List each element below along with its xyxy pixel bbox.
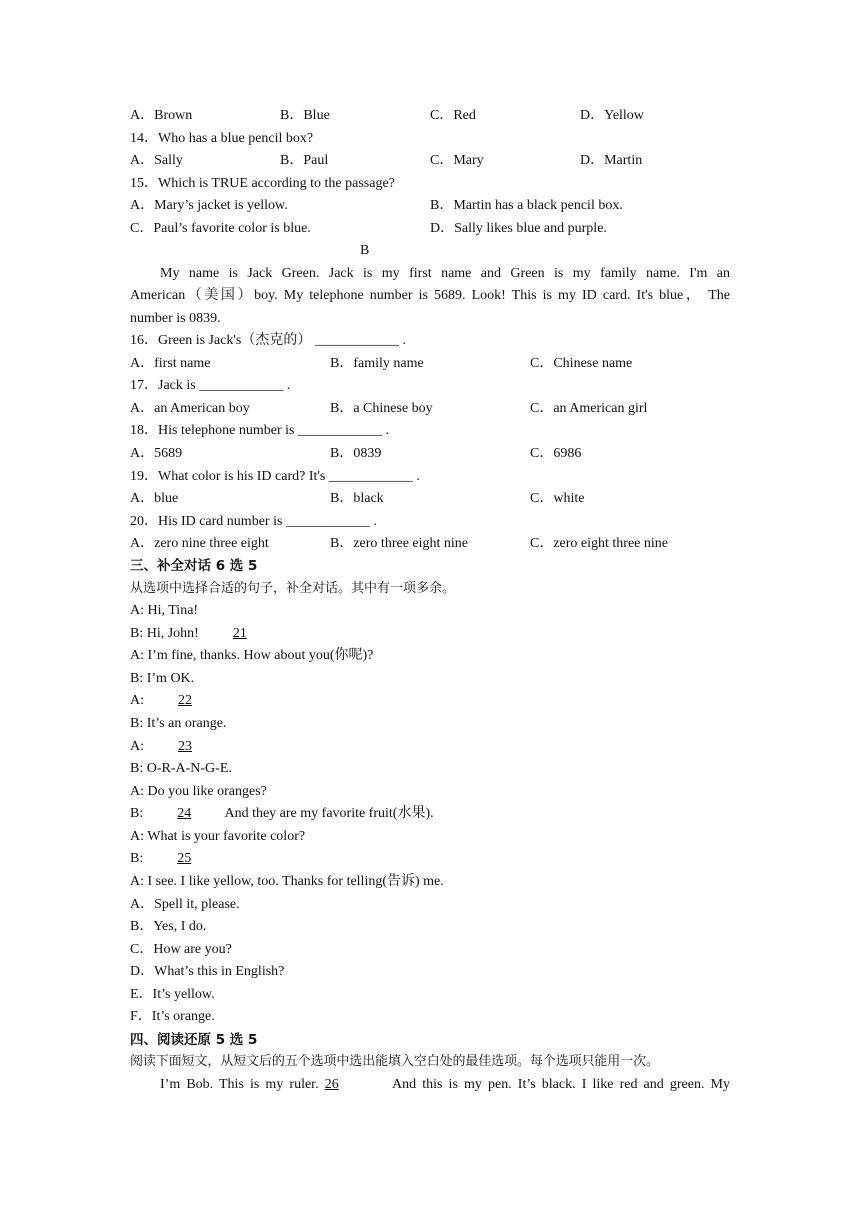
q14-option-c: C．Mary [430,153,484,168]
dialogue-line-10-tail: And they are my favorite fruit(水果). [221,806,434,821]
q18-question: 18．His telephone number is ____________ . [130,423,389,438]
q15-option-d: D．Sally likes blue and purple. [430,221,607,236]
q19-option-c: C．white [530,491,585,506]
dialogue-line-2 [130,623,730,645]
q13-options [130,105,730,127]
dialogue-line-12-text: B: [130,851,147,866]
dialogue-line-6: B: It’s an orange. [130,716,227,731]
q15-option-c: C．Paul’s favorite color is blue. [130,221,311,236]
q13-option-b: B．Blue [280,108,330,123]
q13-option-d: D．Yellow [580,108,644,123]
q20-option-c: C．zero eight three nine [530,536,669,551]
dialogue-line-8: B: O-R-A-N-G-E. [130,761,232,776]
dialogue-line-10-text: B: [130,806,147,821]
dialogue-line-4: B: I’m OK. [130,671,195,686]
dialogue-line-7-text: A: [130,739,148,754]
q19-option-a: A．blue [130,491,179,506]
q13-option-a: A．Brown [130,108,193,123]
section-4-instruction: 阅读下面短文，从短文后的五个选项中选出能填入空白处的最佳选项。每个选项只能用一次。 [130,1054,659,1069]
q14-option-a: A．Sally [130,153,183,168]
q17-question: 17．Jack is ____________ . [130,378,291,393]
q15-option-b: B．Martin has a black pencil box. [430,198,623,213]
q18-option-a: A．5689 [130,446,183,461]
dialogue-line-5-text: A: [130,693,148,708]
q17-options [130,398,730,420]
q14-options [130,150,730,172]
dialogue-line-9: A: Do you like oranges? [130,784,267,799]
section-3-option-c: C．How are you? [130,942,232,957]
q16-question: 16．Green is Jack's（杰克的） ____________ . [130,333,406,348]
dialogue-line-7 [130,736,730,758]
q15-options-row2 [130,218,730,240]
passage-b-line1: My name is Jack Green. Jack is my first name and Green is my family name. I'm an [160,266,730,281]
q19-question: 19．What color is his ID card? It's ____________ . [130,469,420,484]
dialogue-line-10 [130,803,730,825]
q14-option-d: D．Martin [580,153,643,168]
blank-23[interactable]: 23 [178,739,192,754]
section-4-passage-text: I’m Bob. This is my ruler. [160,1077,325,1092]
section-3-option-b: B．Yes, I do. [130,919,207,934]
q18-option-c: C．6986 [530,446,582,461]
dialogue-line-3: A: I’m fine, thanks. How about you(你呢)? [130,648,374,663]
q20-question: 20．His ID card number is ____________ . [130,514,377,529]
passage-b-label: B [360,243,370,258]
section-3-heading: 三、补全对话 6 选 5 [130,558,258,574]
q14-question: 14．Who has a blue pencil box? [130,131,314,146]
q19-option-b: B．black [330,491,384,506]
dialogue-line-5 [130,690,730,712]
section-3-option-a: A．Spell it, please. [130,897,240,912]
q17-option-b: B．a Chinese boy [330,401,433,416]
section-3-instruction: 从选项中选择合适的句子，补全对话。其中有一项多余。 [130,581,456,596]
dialogue-line-13: A: I see. I like yellow, too. Thanks for telling(告诉) me. [130,874,444,889]
q20-option-b: B．zero three eight nine [330,536,469,551]
blank-25[interactable]: 25 [177,851,192,866]
q16-option-a: A．first name [130,356,211,371]
blank-24[interactable]: 24 [177,806,192,821]
q18-option-b: B．0839 [330,446,382,461]
section-3-option-f: F．It’s orange. [130,1009,215,1024]
dialogue-line-11: A: What is your favorite color? [130,829,306,844]
passage-b-line2: American（美国）boy. My telephone number is 5689. Look! This is my ID card. It's blue， The [130,288,730,303]
q15-option-a: A．Mary’s jacket is yellow. [130,198,288,213]
q17-option-a: A．an American boy [130,401,250,416]
section-4-heading: 四、阅读还原 5 选 5 [130,1032,258,1048]
dialogue-line-2-text: B: Hi, John! [130,626,203,641]
q15-question: 15．Which is TRUE according to the passage? [130,176,395,191]
passage-b-line3: number is 0839. [130,311,221,326]
q18-options [130,443,730,465]
q20-option-a: A．zero nine three eight [130,536,269,551]
blank-26[interactable]: 26 [324,1077,339,1092]
dialogue-line-12 [130,848,730,870]
section-4-passage-tail: And this is my pen. It’s black. I like red and green. My [386,1077,730,1092]
q16-options [130,353,730,375]
q16-option-b: B．family name [330,356,424,371]
q16-option-c: C．Chinese name [530,356,633,371]
q17-option-c: C．an American girl [530,401,648,416]
q20-options [130,533,730,555]
section-3-option-d: D．What’s this in English? [130,964,285,979]
blank-21[interactable]: 21 [232,626,247,641]
dialogue-line-1: A: Hi, Tina! [130,603,199,618]
section-3-option-e: E．It’s yellow. [130,987,215,1002]
q15-options-row1 [130,195,730,217]
q13-option-c: C．Red [430,108,476,123]
q19-options [130,488,730,510]
section-4-passage-line-1 [160,1074,730,1096]
q14-option-b: B．Paul [280,153,329,168]
blank-22[interactable]: 22 [178,693,192,708]
